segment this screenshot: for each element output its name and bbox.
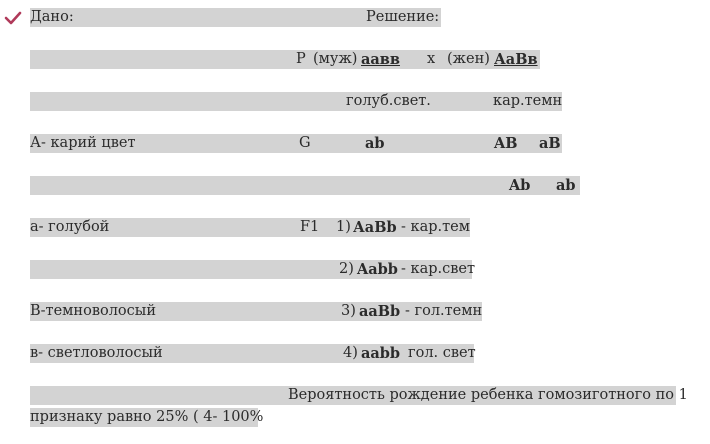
- offspring-1-number: 1): [336, 219, 351, 235]
- allele-b-recessive: в- светловолосый: [30, 345, 163, 361]
- highlight-row-3: [30, 92, 562, 111]
- female-gamete-2: aB: [539, 135, 561, 152]
- female-phenotype: кар.темн: [493, 93, 563, 109]
- gametes-label: G: [299, 135, 311, 151]
- male-phenotype: голуб.свет.: [346, 93, 431, 109]
- offspring-3-number: 3): [341, 303, 356, 319]
- offspring-3-phenotype: - гол.темн: [405, 303, 483, 319]
- f1-label: F1: [300, 219, 320, 235]
- probability-line-2: признаку равно 25% ( 4- 100%: [30, 409, 264, 425]
- check-icon: [4, 9, 22, 27]
- offspring-1-phenotype: - кар.тем: [401, 219, 470, 235]
- offspring-3-genotype: aaBb: [359, 303, 401, 320]
- male-genotype: аавв: [361, 51, 400, 68]
- female-genotype: АаВв: [494, 51, 538, 68]
- female-label: (жен): [447, 51, 490, 67]
- female-gamete-4: ab: [556, 177, 576, 194]
- offspring-4-number: 4): [343, 345, 358, 361]
- allele-a-dominant: А- карий цвет: [30, 135, 136, 151]
- offspring-2-number: 2): [339, 261, 354, 277]
- allele-b-dominant: В-темноволосый: [30, 303, 156, 319]
- solution-label: Решение:: [366, 9, 440, 25]
- male-gamete: ab: [365, 135, 385, 152]
- offspring-2-genotype: Aabb: [357, 261, 398, 278]
- probability-line-1: Вероятность рождение ребенка гомозиготного по 1: [288, 387, 688, 403]
- male-label: (муж): [313, 51, 358, 67]
- parents-label: P: [296, 51, 306, 67]
- offspring-4-genotype: aabb: [361, 345, 401, 362]
- offspring-4-phenotype: гол. свет: [408, 345, 476, 361]
- female-gamete-3: Ab: [509, 177, 531, 194]
- allele-a-recessive: а- голубой: [30, 219, 110, 235]
- offspring-1-genotype: АаBb: [353, 219, 397, 236]
- highlight-row-5: [30, 176, 580, 195]
- female-gamete-1: AB: [494, 135, 518, 152]
- offspring-2-phenotype: - кар.свет: [401, 261, 475, 277]
- given-label: Дано:: [30, 9, 74, 25]
- cross-sign: x: [427, 51, 436, 67]
